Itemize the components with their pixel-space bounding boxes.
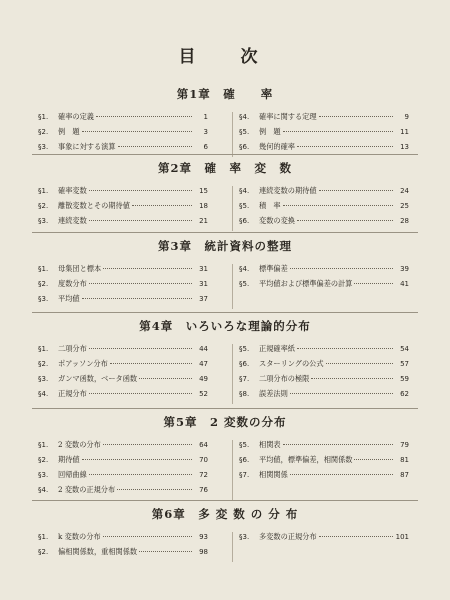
section-number: §5. [239, 345, 250, 353]
section-title: 2 変数の分布 [58, 440, 101, 449]
toc-column-left [38, 532, 208, 562]
toc-entry[interactable] [239, 216, 409, 231]
toc-entry[interactable] [239, 374, 409, 389]
section-number: §6. [239, 360, 250, 368]
leader-dots [283, 444, 393, 445]
toc-entry[interactable] [239, 389, 409, 404]
section-number: §1. [38, 113, 49, 121]
section-number: §2. [38, 128, 49, 136]
section-title: 正規分布 [58, 389, 87, 398]
chapter-section [0, 506, 450, 562]
toc-column-right [232, 264, 409, 309]
section-number: §4. [239, 265, 250, 273]
page-number: 76 [199, 486, 208, 494]
page-number: 79 [400, 441, 409, 449]
section-number: §3. [38, 295, 49, 303]
leader-dots [103, 536, 192, 537]
section-title: 標準偏差 [259, 264, 288, 273]
section-title: 幾何的確率 [259, 142, 295, 151]
section-title: ガンマ函数，ベータ函数 [58, 374, 138, 383]
page-number: 41 [400, 280, 409, 288]
toc-entry[interactable] [38, 264, 208, 279]
chapter-title: 第3章 統計資料の整理 [157, 239, 292, 253]
leader-dots [354, 459, 393, 460]
section-number: §6. [239, 456, 250, 464]
section-number: §4. [239, 113, 250, 121]
section-title: 離散変数とその期待値 [58, 201, 130, 210]
section-number: §3. [38, 471, 49, 479]
section-title: 確率変数 [58, 186, 87, 195]
toc-entry[interactable] [38, 186, 208, 201]
toc-entry[interactable] [38, 216, 208, 231]
toc-column-right [232, 344, 409, 404]
section-number: §5. [239, 128, 250, 136]
section-number: §4. [239, 187, 250, 195]
leader-dots [118, 146, 192, 147]
section-title: 偏相関係数，重相関係数 [58, 547, 138, 556]
page-number: 87 [400, 471, 409, 479]
divider [32, 500, 418, 501]
toc-entry[interactable] [239, 127, 409, 142]
section-title: 正規確率紙 [259, 344, 295, 353]
page-number: 37 [199, 295, 208, 303]
leader-dots [103, 444, 192, 445]
leader-dots [290, 393, 393, 394]
page-number: 98 [199, 548, 208, 556]
leader-dots [139, 378, 192, 379]
section-title: スターリングの公式 [259, 359, 324, 368]
chapter-title: 第5章 2 変数の分布 [163, 415, 287, 429]
leader-dots [283, 131, 393, 132]
section-number: §1. [38, 265, 49, 273]
page-number: 1 [203, 113, 208, 121]
page-number: 31 [199, 265, 208, 273]
page-number: 81 [400, 456, 409, 464]
toc-column-right [232, 440, 409, 500]
leader-dots [311, 378, 393, 379]
leader-dots [290, 474, 393, 475]
leader-dots [319, 536, 393, 537]
page-number: 62 [400, 390, 409, 398]
chapter-title: 第4章 いろいろな理論的分布 [139, 319, 311, 333]
leader-dots [89, 474, 192, 475]
leader-dots [89, 393, 192, 394]
section-number: §7. [239, 471, 250, 479]
leader-dots [319, 116, 393, 117]
section-title: 度数分布 [58, 279, 87, 288]
section-title: 連続変数の期待値 [259, 186, 317, 195]
section-title: 2 変数の正規分布 [58, 485, 116, 494]
page-number: 3 [203, 128, 208, 136]
toc-column-left [38, 186, 208, 231]
toc-entry[interactable] [38, 344, 208, 359]
section-title: 期待値 [58, 455, 80, 464]
section-number: §2. [38, 360, 49, 368]
toc-entry[interactable] [38, 127, 208, 142]
divider [32, 312, 418, 313]
leader-dots [82, 131, 192, 132]
section-title: 母集団と標本 [58, 264, 102, 273]
toc-entry[interactable] [239, 470, 409, 485]
section-number: §4. [38, 390, 49, 398]
leader-dots [297, 348, 393, 349]
toc-entry[interactable] [38, 547, 208, 562]
section-number: §8. [239, 390, 250, 398]
page-number: 11 [400, 128, 409, 136]
section-title: 平均値，標準偏差，相関係数 [259, 455, 353, 464]
leader-dots [82, 459, 192, 460]
chapter-title: 第1章 確 率 [176, 87, 274, 101]
page-number: 49 [199, 375, 208, 383]
chapter-title: 第6章 多 変 数 の 分 布 [151, 507, 299, 521]
page-number: 39 [400, 265, 409, 273]
page-number: 25 [400, 202, 409, 210]
leader-dots [319, 190, 393, 191]
toc-entry[interactable] [38, 374, 208, 389]
section-number: §3. [38, 217, 49, 225]
section-number: §2. [38, 280, 49, 288]
page-number: 13 [400, 143, 409, 151]
toc-entry[interactable] [38, 470, 208, 485]
section-number: §3. [38, 375, 49, 383]
section-number: §4. [38, 486, 49, 494]
toc-entry[interactable] [38, 112, 208, 127]
toc-column-left [38, 264, 208, 309]
section-title: 多変数の正規分布 [259, 532, 317, 541]
leader-dots [103, 268, 192, 269]
section-number: §5. [239, 202, 250, 210]
page-number: 70 [199, 456, 208, 464]
toc-entry[interactable] [38, 532, 208, 547]
leader-dots [132, 205, 192, 206]
page-number: 6 [203, 143, 208, 151]
section-title: 二項分布の極限 [259, 374, 310, 383]
section-title: 積 率 [259, 201, 281, 210]
page-number: 64 [199, 441, 208, 449]
page-number: 31 [199, 280, 208, 288]
leader-dots [297, 146, 393, 147]
page-number: 21 [199, 217, 208, 225]
section-title: 例 題 [58, 127, 80, 136]
section-title: 例 題 [259, 127, 281, 136]
page-number: 54 [400, 345, 409, 353]
section-title: 平均値 [58, 294, 80, 303]
section-number: §6. [239, 217, 250, 225]
leader-dots [297, 220, 393, 221]
section-title: 誤差法則 [259, 389, 288, 398]
page-number: 24 [400, 187, 409, 195]
toc-entry[interactable] [239, 201, 409, 216]
toc-column-right [232, 532, 409, 562]
page-number: 9 [404, 113, 409, 121]
leader-dots [89, 348, 192, 349]
toc-entry[interactable] [239, 455, 409, 470]
page-number: 15 [199, 187, 208, 195]
toc-entry[interactable] [239, 279, 409, 294]
section-title: k 変数の分布 [58, 532, 101, 541]
section-title: 相関関係 [259, 470, 288, 479]
page-number: 52 [199, 390, 208, 398]
chapter-section [0, 238, 450, 309]
section-title: 平均値および標準偏差の計算 [259, 279, 353, 288]
section-title: 二項分布 [58, 344, 87, 353]
section-number: §6. [239, 143, 250, 151]
leader-dots [117, 489, 192, 490]
section-title: 事象に対する演算 [58, 142, 116, 151]
leader-dots [96, 116, 192, 117]
section-number: §1. [38, 533, 49, 541]
divider [32, 408, 418, 409]
toc-entry[interactable] [38, 485, 208, 500]
page-number: 18 [199, 202, 208, 210]
toc-entry[interactable] [38, 201, 208, 216]
section-number: §1. [38, 441, 49, 449]
section-number: §5. [239, 280, 250, 288]
section-number: §2. [38, 548, 49, 556]
section-title: 変数の変換 [259, 216, 295, 225]
toc-entry[interactable] [239, 532, 409, 547]
toc-column-right [232, 186, 409, 231]
leader-dots [326, 363, 393, 364]
page-number: 101 [395, 533, 409, 541]
toc-column-right [232, 112, 409, 157]
page-number: 93 [199, 533, 208, 541]
section-title: ポアッソン分布 [58, 359, 108, 368]
chapter-section [0, 86, 450, 157]
chapter-title: 第2章 確 率 変 数 [157, 161, 292, 175]
section-title: 確率に関する定理 [259, 112, 317, 121]
section-number: §2. [38, 202, 49, 210]
page-number: 28 [400, 217, 409, 225]
toc-entry[interactable] [239, 440, 409, 455]
toc-entry[interactable] [38, 294, 208, 309]
section-title: 連続変数 [58, 216, 87, 225]
leader-dots [89, 283, 192, 284]
leader-dots [354, 283, 393, 284]
chapter-section [0, 318, 450, 404]
leader-dots [110, 363, 192, 364]
chapter-section [0, 160, 450, 231]
divider [32, 154, 418, 155]
toc-entry[interactable] [38, 279, 208, 294]
leader-dots [89, 190, 192, 191]
section-number: §3. [239, 533, 250, 541]
page-number: 57 [400, 360, 409, 368]
section-number: §7. [239, 375, 250, 383]
toc-entry[interactable] [239, 344, 409, 359]
chapter-section [0, 414, 450, 500]
toc-entry[interactable] [38, 359, 208, 374]
page-title: 目 次 [178, 47, 272, 67]
toc-entry[interactable] [239, 186, 409, 201]
toc-column-left [38, 344, 208, 404]
section-number: §1. [38, 187, 49, 195]
section-title: 相関表 [259, 440, 281, 449]
leader-dots [89, 220, 192, 221]
toc-entry[interactable] [38, 440, 208, 455]
toc-entry[interactable] [239, 112, 409, 127]
page-number: 72 [199, 471, 208, 479]
page-number: 47 [199, 360, 208, 368]
section-title: 回帰曲線 [58, 470, 87, 479]
toc-column-left [38, 440, 208, 500]
divider [32, 232, 418, 233]
page-number: 44 [199, 345, 208, 353]
section-number: §1. [38, 345, 49, 353]
section-number: §5. [239, 441, 250, 449]
toc-entry[interactable] [239, 359, 409, 374]
section-title: 確率の定義 [58, 112, 94, 121]
page-number: 59 [400, 375, 409, 383]
toc-entry[interactable] [38, 455, 208, 470]
toc-entry[interactable] [38, 389, 208, 404]
leader-dots [139, 551, 192, 552]
leader-dots [82, 298, 192, 299]
leader-dots [283, 205, 393, 206]
leader-dots [290, 268, 393, 269]
toc-column-left [38, 112, 208, 157]
toc-entry[interactable] [239, 264, 409, 279]
section-number: §3. [38, 143, 49, 151]
section-number: §2. [38, 456, 49, 464]
